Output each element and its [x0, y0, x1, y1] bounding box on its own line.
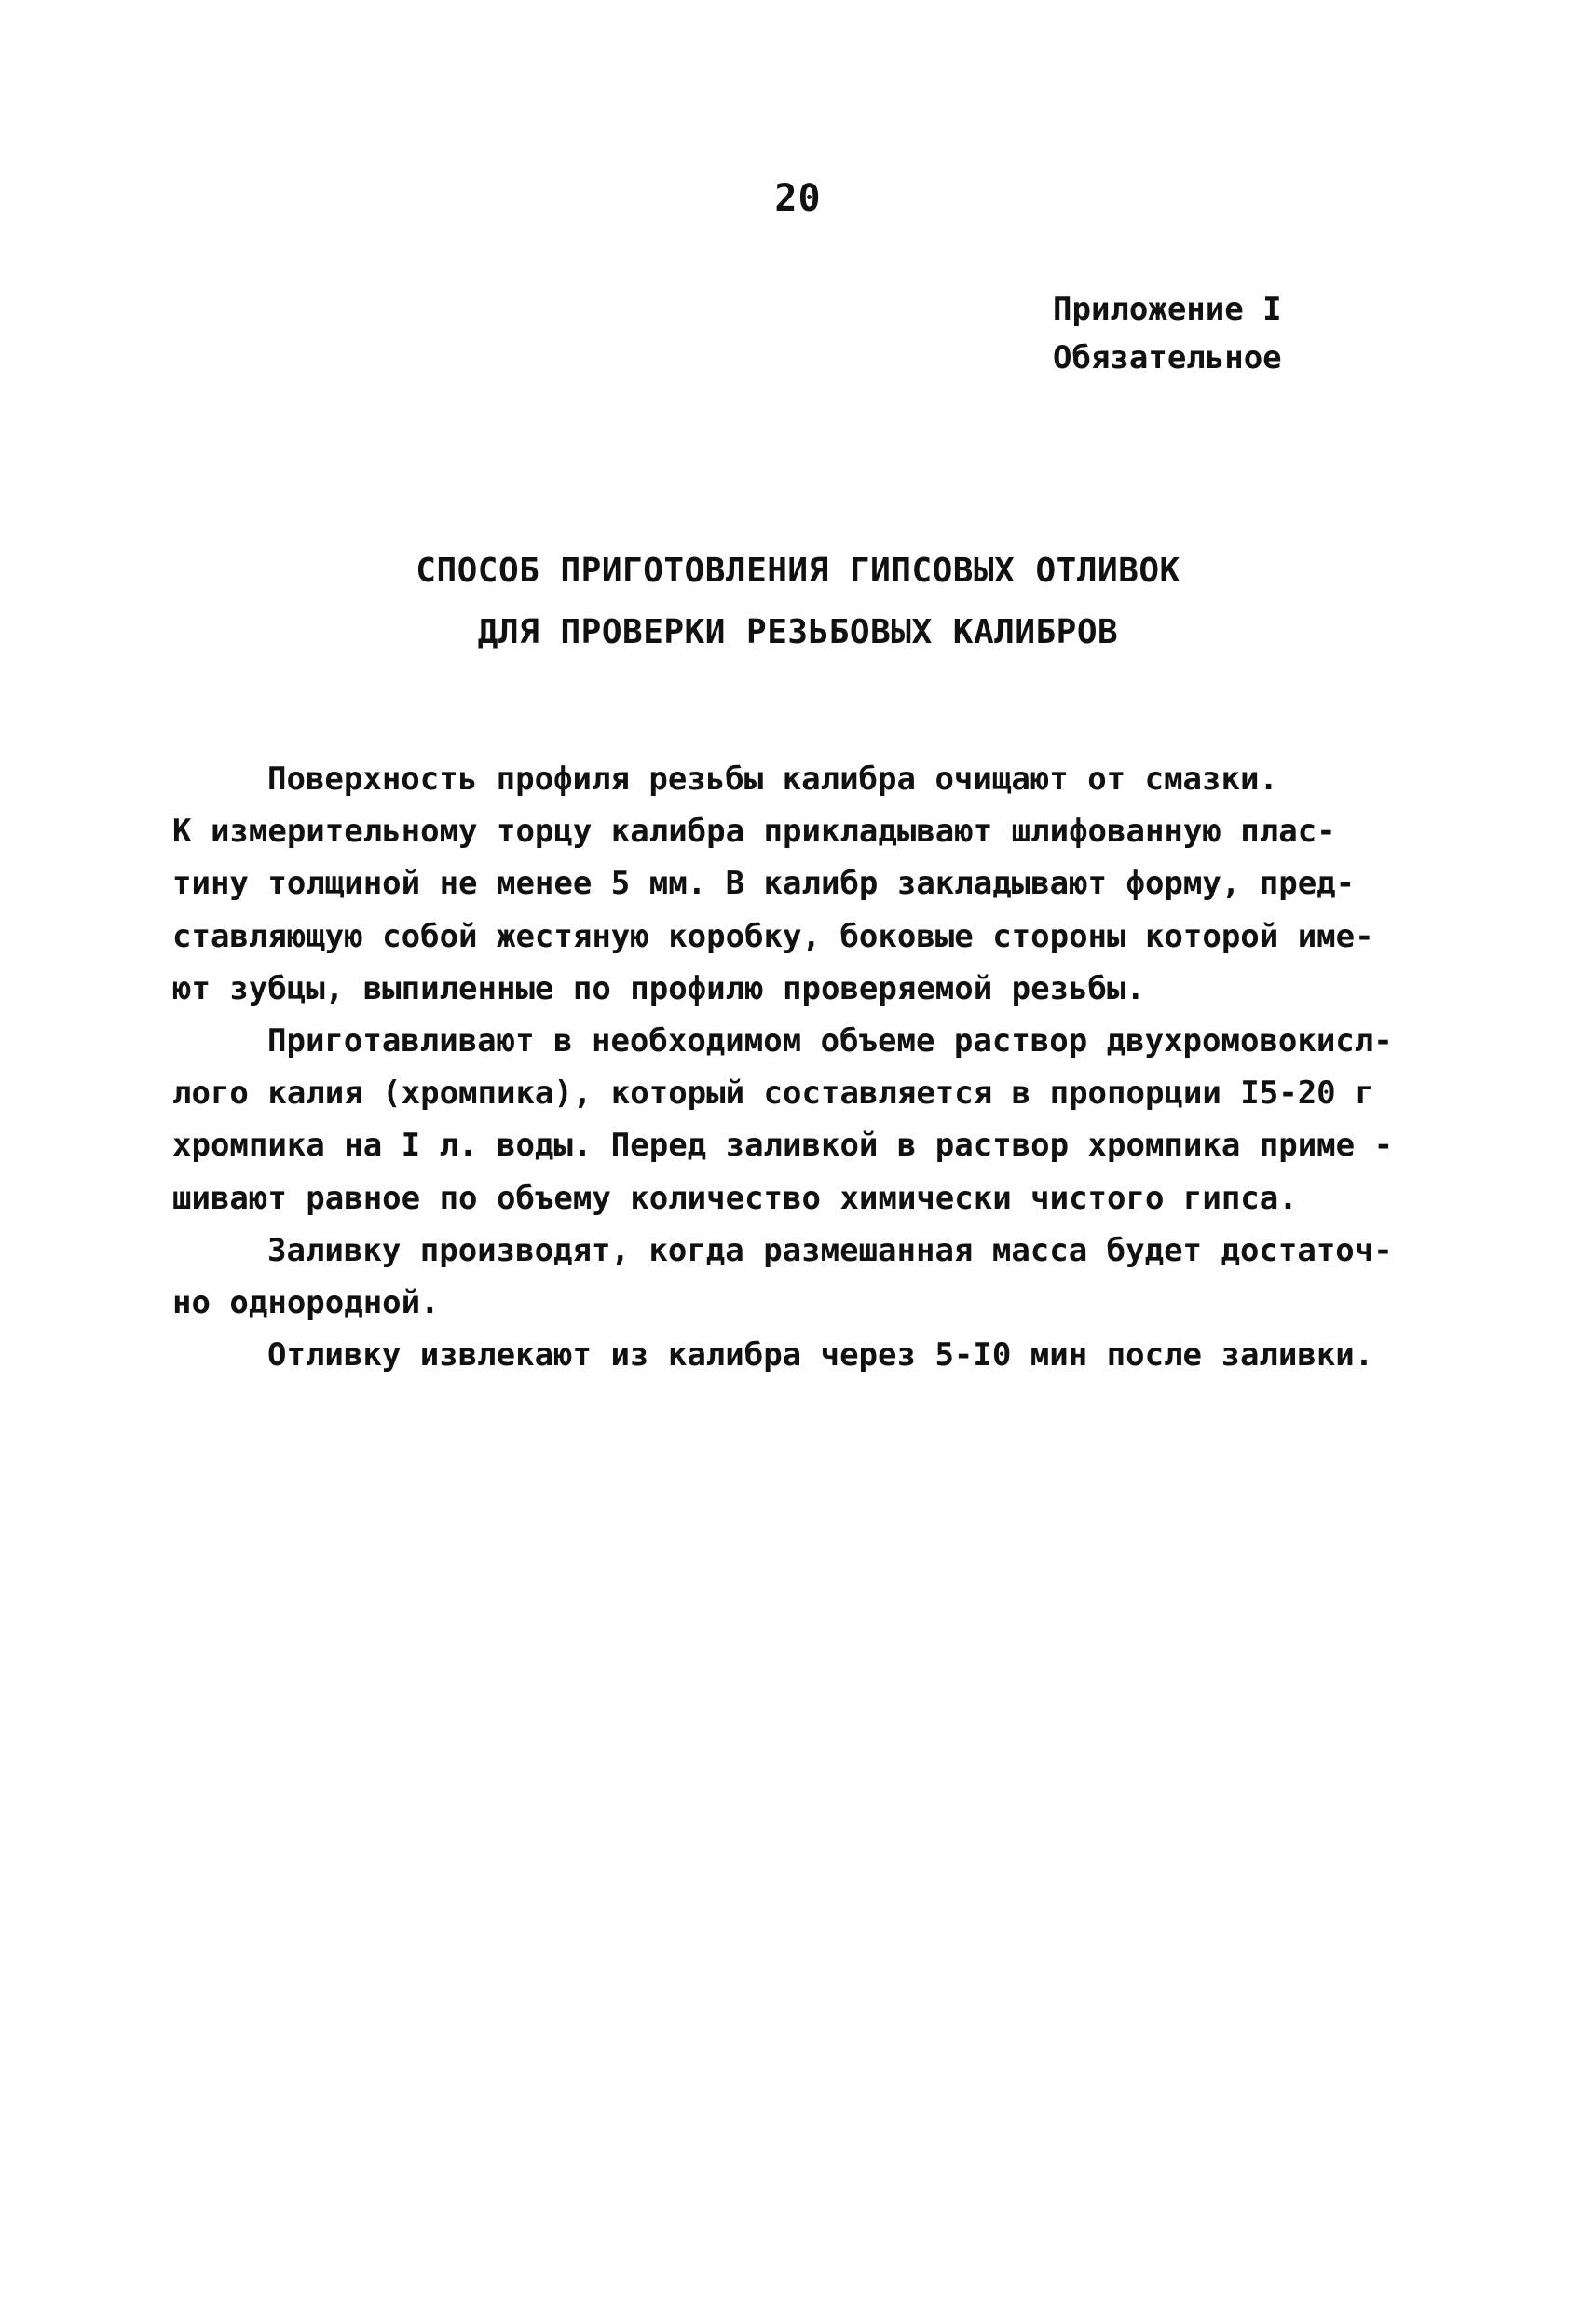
paragraph-4-line-1: Отливку извлекают из калибра через 5-I0 мин после заливки.	[267, 1336, 1374, 1375]
paragraph-2-line-4: шивают равное по объему количество химически чистого гипса.	[172, 1179, 1298, 1217]
section-title-line-1: СПОСОБ ПРИГОТОВЛЕНИЯ ГИПСОВЫХ ОТЛИВОК	[416, 552, 1180, 590]
paragraph-1-line-2: К измерительному торцу калибра прикладывают шлифованную плас-	[172, 813, 1336, 851]
paragraph-1-line-5: ют зубцы, выпиленные по профилю проверяемой резьбы.	[172, 969, 1145, 1007]
paragraph-3-line-2: но однородной.	[172, 1283, 440, 1321]
section-title-line-2: ДЛЯ ПРОВЕРКИ РЕЗЬБОВЫХ КАЛИБРОВ	[477, 613, 1119, 651]
paragraph-1-line-1: Поверхность профиля резьбы калибра очищают от смазки.	[267, 760, 1278, 798]
paragraph-1-line-3: тину толщиной не менее 5 мм. В калибр закладывают форму, пред-	[172, 865, 1356, 903]
page-number: 20	[774, 177, 822, 220]
section-title	[0, 540, 1596, 664]
appendix-label: Приложение I	[1053, 291, 1282, 328]
paragraph-3-line-1: Заливку производят, когда размешанная масса будет достаточ-	[267, 1231, 1393, 1269]
paragraph-2-line-3: хромпика на I л. воды. Перед заливкой в раствор хромпика приме -	[172, 1127, 1394, 1165]
appendix-status: Обязательное	[1053, 339, 1282, 376]
body-text	[172, 753, 1439, 1381]
appendix-label-block	[1053, 285, 1282, 382]
paragraph-2-line-2: лого калия (хромпика), который составляется в пропорции I5-20 г	[172, 1074, 1374, 1113]
paragraph-1-line-4: ставляющую собой жестяную коробку, боковые стороны которой име-	[172, 917, 1374, 955]
paragraph-2-line-1: Приготавливают в необходимом объеме раствор двухромовокисл-	[267, 1021, 1393, 1060]
